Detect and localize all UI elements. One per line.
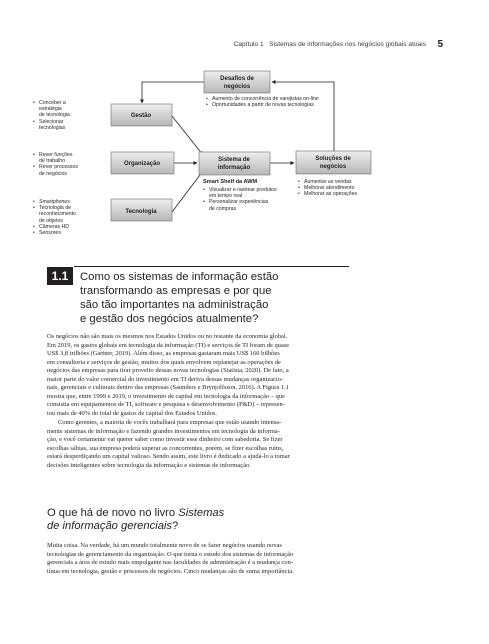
section-rule bbox=[74, 266, 349, 267]
text-line: decisões inteligentes sobre tecnologia da informação e sistemas de informação. bbox=[47, 461, 251, 469]
box-management bbox=[111, 104, 172, 126]
bullet-item: • Selecionar bbox=[33, 119, 70, 125]
bullet-item: de compras bbox=[209, 205, 237, 212]
organization-label: Organização bbox=[123, 161, 161, 167]
bullet-item: • Personalizar experiências bbox=[203, 199, 277, 205]
bullet-item: • Oportunidades a partir de novas tecnologias bbox=[206, 102, 319, 108]
book-title-part: de informação gerenciais bbox=[47, 520, 172, 532]
info-system-label-2: informação bbox=[217, 165, 251, 171]
bullet-item: de objetos bbox=[39, 217, 63, 224]
text-line: Os negócios não são mais os mesmos nos Estados Unidos ou no restante da economia global. bbox=[47, 333, 288, 340]
section-title bbox=[80, 270, 360, 326]
text-line: Em 2019, os gastos globais em tecnologia da informação (TI) e serviços de TI foram de quase bbox=[47, 341, 290, 349]
challenges-label-2: negócios bbox=[223, 84, 251, 90]
bullet-item: • Aumentar as vendas bbox=[298, 179, 357, 185]
heading-part: O que há de novo no livro bbox=[47, 507, 176, 519]
heading-question-mark: ? bbox=[172, 520, 179, 532]
page-number: 5 bbox=[437, 39, 443, 50]
text-line: ção, e você certamente vai querer saber como investir esse dinheiro com sabedoria. Se fizer bbox=[47, 436, 283, 444]
section-number: 1.1 bbox=[47, 267, 73, 285]
bullet-item: • Conceber a bbox=[33, 100, 70, 106]
system-bullets bbox=[203, 187, 277, 212]
bullet-item: • Câmeras HD bbox=[33, 224, 76, 230]
text-line: maior parte do valor comercial do investimento em TI deriva dessas mudanças organizacio- bbox=[47, 375, 284, 383]
text-line: tecnologias de gerenciamento da organização. O que torna o estudo dos sistemas de informação bbox=[47, 550, 294, 558]
text-line: Muita coisa. Na verdade, há um mundo totalmente novo de se fazer negócios usando novas bbox=[47, 542, 282, 549]
text-line: mostra que, entre 1999 e 2019, o investimento de capital em tecnologia da informação – que bbox=[47, 392, 285, 400]
text-line: nais, gerenciais e culturais dentro das empresas (Saunders e Brynjolfsson, 2016). A Figura 1.1 bbox=[47, 384, 289, 392]
box-technology bbox=[111, 199, 172, 221]
box-business-solutions bbox=[296, 151, 371, 174]
bullet-item: • Melhorar atendimento bbox=[298, 185, 357, 191]
bullet-item: • Tecnologia de bbox=[33, 205, 76, 211]
bullet-item: em tempo real bbox=[209, 193, 243, 200]
bullet-item: reconhecimento bbox=[39, 211, 76, 218]
arrow-solutions-to-challenges bbox=[272, 82, 334, 151]
text-line: consistia em equipamentos de TI, software e pesquisa e desenvolvimento (P&D) – represen- bbox=[47, 401, 285, 409]
management-bullets bbox=[33, 100, 70, 131]
text-line: tou mais de 40% do total de gastos de capital dos Estados Unidos. bbox=[47, 409, 218, 417]
section-title-line: transformando as empresas e por que bbox=[80, 285, 272, 297]
arrow-challenges-to-management bbox=[142, 82, 204, 103]
organization-bullets bbox=[33, 152, 78, 177]
bullet-item: • Aumento de concorrência de varejistas on-line bbox=[206, 96, 319, 102]
book-title-part: Sistemas bbox=[178, 507, 225, 519]
bullet-item: de negócios bbox=[39, 170, 67, 177]
solutions-label-1: Soluções de bbox=[315, 156, 351, 162]
subsection-heading bbox=[47, 507, 347, 533]
bullet-item: tecnologias bbox=[39, 124, 66, 131]
box-organization bbox=[111, 152, 174, 174]
text-line: mente sistemas de informação e fazendo grandes investimentos em tecnologia da informa- bbox=[47, 427, 280, 435]
paragraph-1 bbox=[47, 333, 442, 418]
arrow-management-to-system bbox=[172, 116, 203, 155]
text-line: estará desperdiçando um capital valioso. Sendo assim, este livro é dedicado a ajudá-lo a tomar bbox=[47, 453, 290, 461]
bullet-item: • Rever funções bbox=[33, 152, 78, 158]
text-line: em consultoria e serviços de gestão, muitos dos quais envolvem replanejar as operações de bbox=[47, 358, 281, 366]
box-business-challenges bbox=[204, 71, 270, 93]
solutions-bullets bbox=[298, 179, 357, 198]
arrow-technology-to-system bbox=[172, 171, 203, 212]
chapter-heading: Capítulo 1 Sistemas de informações nos negócios globais atuais bbox=[233, 41, 426, 48]
bullet-item: de tecnologia bbox=[39, 112, 70, 119]
paragraph-2 bbox=[47, 419, 442, 470]
bullet-item: estratégia bbox=[39, 106, 62, 113]
text-line: US$ 3,8 trilhões (Gartner, 2019). Além disso, as empresas gastaram mais US$ 160 bilhões bbox=[47, 350, 280, 358]
bullet-item: de trabalho bbox=[39, 158, 65, 165]
technology-label: Tecnologia bbox=[125, 209, 157, 215]
text-line: gerenciais a área de estudo mais empolgante nas faculdades de administração é a mudança con- bbox=[47, 559, 293, 567]
section-title-line: são tão importantes na administração bbox=[80, 299, 269, 311]
solutions-label-2: negócios bbox=[319, 164, 347, 170]
bullet-item: • Melhorar as operações bbox=[298, 191, 357, 197]
section-title-line: e gestão dos negócios atualmente? bbox=[80, 313, 259, 325]
bullet-item: • Rever processos bbox=[33, 164, 78, 170]
box-information-system bbox=[199, 152, 270, 175]
bullet-item: • Smartphones bbox=[33, 199, 76, 205]
system-name-label: Smart Shelf da AWM bbox=[203, 179, 258, 185]
management-label: Gestão bbox=[130, 113, 152, 119]
challenges-bullets bbox=[206, 96, 319, 108]
text-line: Como gerentes, a maioria de vocês trabalhará para empresas que estão usando intensa- bbox=[58, 419, 282, 426]
technology-bullets bbox=[33, 199, 76, 236]
text-line: negócios das empresas para tirar proveito dessas novas tecnologias (Statista, 2020). De fato, a bbox=[47, 367, 289, 375]
text-line: tínua em tecnologia, gestão e processos de negócios. Cinco mudanças são de suma importância. bbox=[47, 567, 294, 575]
challenges-label-1: Desafios de bbox=[220, 76, 254, 82]
text-line: escolhas sábias, sua empresa poderá superar as concorrentes, porém, se fizer escolhas ruins, bbox=[47, 444, 284, 452]
section-title-line: Como os sistemas de informação estão bbox=[80, 271, 279, 283]
bullet-item: • Sensores bbox=[33, 230, 76, 236]
bullet-item: • Visualizar e rastrear produtos bbox=[203, 187, 277, 193]
paragraph-3 bbox=[47, 542, 442, 576]
info-system-label-1: Sistema de bbox=[218, 157, 250, 163]
